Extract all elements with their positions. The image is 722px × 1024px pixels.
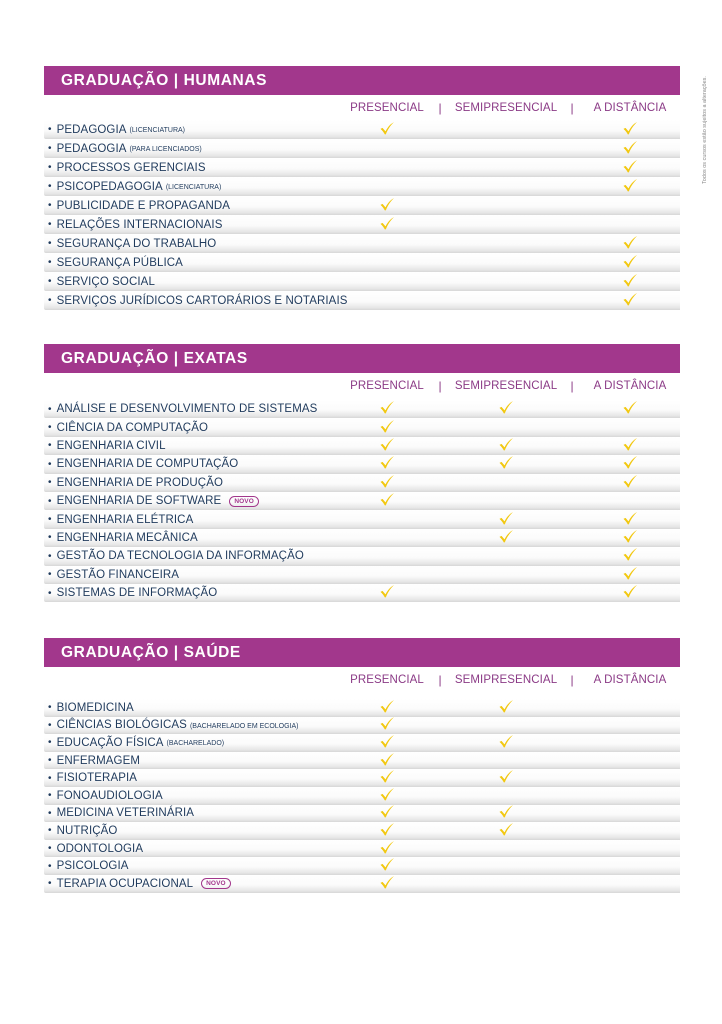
column-header-presencial: PRESENCIAL <box>350 102 424 114</box>
checkmark-icon <box>379 787 395 801</box>
checkmark-icon <box>379 121 395 135</box>
checkmark-icon <box>379 584 395 598</box>
course-note: (PARA LICENCIADOS) <box>129 146 202 153</box>
course-label <box>48 400 317 418</box>
course-row <box>44 857 680 875</box>
checkmark-icon <box>379 822 395 836</box>
bullet-icon: • <box>48 825 52 837</box>
course-name: PROCESSOS GERENCIAIS <box>56 161 206 174</box>
column-header-semipresencial: SEMIPRESENCIAL <box>454 674 558 686</box>
disclaimer-note <box>700 70 710 190</box>
bullet-icon: • <box>48 181 52 192</box>
course-name: PEDAGOGIA <box>56 123 127 136</box>
course-label <box>48 215 223 234</box>
bullet-icon: • <box>48 514 52 526</box>
course-row <box>44 234 680 253</box>
course-row <box>44 875 680 893</box>
course-name: EDUCAÇÃO FÍSICA <box>56 736 164 749</box>
course-label <box>48 805 194 823</box>
course-row <box>44 418 680 436</box>
checkmark-icon <box>498 456 514 470</box>
course-label <box>48 139 202 158</box>
course-label <box>48 196 230 215</box>
disclaimer-text: Todos os cursos estão sujeitos a alterações. <box>702 76 708 184</box>
bullet-icon: • <box>48 124 52 135</box>
course-name: ENGENHARIA MECÂNICA <box>56 531 198 544</box>
course-note: (BACHARELADO EM ECOLOGIA) <box>189 722 299 730</box>
checkmark-icon <box>379 875 395 889</box>
checkmark-icon <box>379 401 395 415</box>
course-label <box>48 822 117 840</box>
checkmark-icon <box>498 734 514 748</box>
bullet-icon: • <box>48 495 52 507</box>
course-label <box>48 840 143 858</box>
checkmark-icon <box>379 769 395 783</box>
course-name: NUTRIÇÃO <box>56 824 118 837</box>
column-headers <box>44 95 680 120</box>
checkmark-icon <box>622 292 638 306</box>
course-label <box>48 272 155 291</box>
column-header-presencial: PRESENCIAL <box>350 674 424 686</box>
bullet-icon: • <box>48 219 52 230</box>
checkmark-icon <box>379 752 395 766</box>
course-name: RELAÇÕES INTERNACIONAIS <box>56 218 223 231</box>
course-row <box>44 272 680 291</box>
course-label <box>48 584 217 602</box>
course-name: SEGURANÇA PÚBLICA <box>56 256 183 269</box>
course-row <box>44 455 680 473</box>
course-label <box>48 253 183 272</box>
checkmark-icon <box>498 805 514 819</box>
course-name: GESTÃO DA TECNOLOGIA DA INFORMAÇÃO <box>56 550 304 563</box>
course-label <box>48 566 179 584</box>
course-name: BIOMEDICINA <box>56 701 134 714</box>
bullet-icon: • <box>48 238 52 249</box>
course-row <box>44 822 680 840</box>
checkmark-icon <box>622 474 638 488</box>
course-row <box>44 547 680 565</box>
course-row <box>44 400 680 418</box>
checkmark-icon <box>622 235 638 249</box>
course-name: SERVIÇO SOCIAL <box>56 275 155 288</box>
checkmark-icon <box>622 140 638 154</box>
course-name: PSICOPEDAGOGIA <box>56 180 163 193</box>
course-name: TERAPIA OCUPACIONAL <box>56 877 194 890</box>
section-header: GRADUAÇÃO | HUMANAS <box>44 66 680 95</box>
column-header-semipresencial: SEMIPRESENCIAL <box>454 380 558 392</box>
course-row <box>44 752 680 770</box>
bullet-icon: • <box>48 587 52 599</box>
course-label <box>48 547 304 565</box>
bullet-icon: • <box>48 860 52 872</box>
course-name: ENGENHARIA DE SOFTWARE <box>56 495 222 508</box>
course-label <box>48 492 259 510</box>
course-label <box>48 291 348 310</box>
column-header-presencial: PRESENCIAL <box>350 380 424 392</box>
course-label <box>48 529 198 547</box>
column-headers <box>44 667 680 699</box>
course-name: ODONTOLOGIA <box>56 842 144 855</box>
checkmark-icon <box>379 699 395 713</box>
bullet-icon: • <box>48 200 52 211</box>
course-name: PEDAGOGIA <box>56 142 127 155</box>
course-row <box>44 291 680 310</box>
course-row <box>44 215 680 234</box>
checkmark-icon <box>498 511 514 525</box>
course-row <box>44 437 680 455</box>
course-name: GESTÃO FINANCEIRA <box>56 568 180 581</box>
checkmark-icon <box>379 419 395 433</box>
course-section <box>44 638 680 893</box>
checkmark-icon <box>622 456 638 470</box>
checkmark-icon <box>498 529 514 543</box>
checkmark-icon <box>379 492 395 506</box>
column-separator: | <box>438 101 442 115</box>
checkmark-icon <box>379 437 395 451</box>
course-name: PUBLICIDADE E PROPAGANDA <box>56 199 231 212</box>
bullet-icon: • <box>48 403 52 415</box>
bullet-icon: • <box>48 143 52 154</box>
column-separator: | <box>438 379 442 393</box>
course-row <box>44 158 680 177</box>
column-separator: | <box>570 379 574 393</box>
bullet-icon: • <box>48 807 52 819</box>
course-row <box>44 474 680 492</box>
course-label <box>48 234 216 253</box>
checkmark-icon <box>379 216 395 230</box>
column-separator: | <box>570 673 574 687</box>
checkmark-icon <box>498 401 514 415</box>
course-row <box>44 510 680 528</box>
course-note: (LICENCIATURA) <box>129 127 186 134</box>
bullet-icon: • <box>48 257 52 268</box>
column-headers <box>44 373 680 400</box>
column-header-a-distancia: A DISTÂNCIA <box>593 102 667 114</box>
section-header: GRADUAÇÃO | EXATAS <box>44 344 680 373</box>
course-name: FISIOTERAPIA <box>56 772 138 785</box>
new-badge: NOVO <box>201 878 231 889</box>
column-separator: | <box>570 101 574 115</box>
course-name: MEDICINA VETERINÁRIA <box>56 807 195 820</box>
course-label <box>48 857 129 875</box>
course-row <box>44 769 680 787</box>
course-label <box>48 510 193 528</box>
checkmark-icon <box>379 857 395 871</box>
course-name: ENGENHARIA CIVIL <box>56 439 166 452</box>
course-row <box>44 120 680 139</box>
checkmark-icon <box>622 159 638 173</box>
course-label <box>48 177 221 196</box>
course-name: SEGURANÇA DO TRABALHO <box>56 237 217 250</box>
checkmark-icon <box>379 734 395 748</box>
bullet-icon: • <box>48 755 52 767</box>
bullet-icon: • <box>48 422 52 434</box>
bullet-icon: • <box>48 702 52 714</box>
bullet-icon: • <box>48 772 52 784</box>
checkmark-icon <box>622 178 638 192</box>
bullet-icon: • <box>48 843 52 855</box>
course-row <box>44 840 680 858</box>
new-badge: NOVO <box>229 496 259 507</box>
course-label <box>48 418 208 436</box>
course-note: (LICENCIATURA) <box>165 184 222 191</box>
course-note: (BACHARELADO) <box>166 740 225 748</box>
course-name: CIÊNCIAS BIOLÓGICAS <box>56 719 187 732</box>
course-label <box>48 455 238 473</box>
course-name: SERVIÇOS JURÍDICOS CARTORÁRIOS E NOTARIAIS <box>56 294 348 307</box>
course-label <box>48 437 166 455</box>
bullet-icon: • <box>48 477 52 489</box>
checkmark-icon <box>498 769 514 783</box>
column-header-semipresencial: SEMIPRESENCIAL <box>454 102 558 114</box>
course-row <box>44 805 680 823</box>
checkmark-icon <box>622 584 638 598</box>
course-name: SISTEMAS DE INFORMAÇÃO <box>56 587 218 600</box>
bullet-icon: • <box>48 790 52 802</box>
checkmark-icon <box>622 566 638 580</box>
checkmark-icon <box>379 840 395 854</box>
course-row <box>44 492 680 510</box>
checkmark-icon <box>622 437 638 451</box>
course-label <box>48 699 134 717</box>
course-row <box>44 566 680 584</box>
bullet-icon: • <box>48 532 52 544</box>
checkmark-icon <box>498 437 514 451</box>
course-label <box>48 158 206 177</box>
bullet-icon: • <box>48 569 52 581</box>
checkmark-icon <box>622 401 638 415</box>
course-label <box>48 752 140 770</box>
bullet-icon: • <box>48 458 52 470</box>
bullet-icon: • <box>48 878 52 890</box>
course-row <box>44 177 680 196</box>
course-row <box>44 699 680 717</box>
bullet-icon: • <box>48 440 52 452</box>
course-label <box>48 787 163 805</box>
checkmark-icon <box>379 197 395 211</box>
checkmark-icon <box>379 456 395 470</box>
checkmark-icon <box>379 717 395 731</box>
bullet-icon: • <box>48 737 52 749</box>
course-name: FONOAUDIOLOGIA <box>56 789 163 802</box>
checkmark-icon <box>498 699 514 713</box>
course-label <box>48 769 137 787</box>
course-name: ENGENHARIA DE PRODUÇÃO <box>56 476 224 489</box>
course-row <box>44 139 680 158</box>
course-name: CIÊNCIA DA COMPUTAÇÃO <box>56 421 209 434</box>
bullet-icon: • <box>48 295 52 306</box>
course-label <box>48 120 185 139</box>
checkmark-icon <box>379 805 395 819</box>
course-name: PSICOLOGIA <box>56 860 129 873</box>
checkmark-icon <box>622 511 638 525</box>
course-section <box>44 66 680 310</box>
section-header: GRADUAÇÃO | SAÚDE <box>44 638 680 667</box>
bullet-icon: • <box>48 162 52 173</box>
checkmark-icon <box>498 822 514 836</box>
course-row <box>44 584 680 602</box>
column-header-a-distancia: A DISTÂNCIA <box>593 380 667 392</box>
course-row <box>44 734 680 752</box>
course-name: ENGENHARIA ELÉTRICA <box>56 513 194 526</box>
bullet-icon: • <box>48 719 52 731</box>
course-name: ENGENHARIA DE COMPUTAÇÃO <box>56 458 239 471</box>
course-row <box>44 253 680 272</box>
course-name: ENFERMAGEM <box>56 754 141 767</box>
column-separator: | <box>438 673 442 687</box>
checkmark-icon <box>622 254 638 268</box>
bullet-icon: • <box>48 276 52 287</box>
bullet-icon: • <box>48 550 52 562</box>
checkmark-icon <box>622 548 638 562</box>
course-label <box>48 875 231 893</box>
course-row <box>44 196 680 215</box>
course-row <box>44 717 680 735</box>
column-header-a-distancia: A DISTÂNCIA <box>593 674 667 686</box>
course-row <box>44 529 680 547</box>
course-row <box>44 787 680 805</box>
checkmark-icon <box>622 273 638 287</box>
checkmark-icon <box>622 529 638 543</box>
course-section <box>44 344 680 602</box>
course-label <box>48 717 299 735</box>
checkmark-icon <box>622 121 638 135</box>
course-label <box>48 734 224 752</box>
course-name: ANÁLISE E DESENVOLVIMENTO DE SISTEMAS <box>56 403 318 416</box>
checkmark-icon <box>379 474 395 488</box>
course-label <box>48 474 223 492</box>
